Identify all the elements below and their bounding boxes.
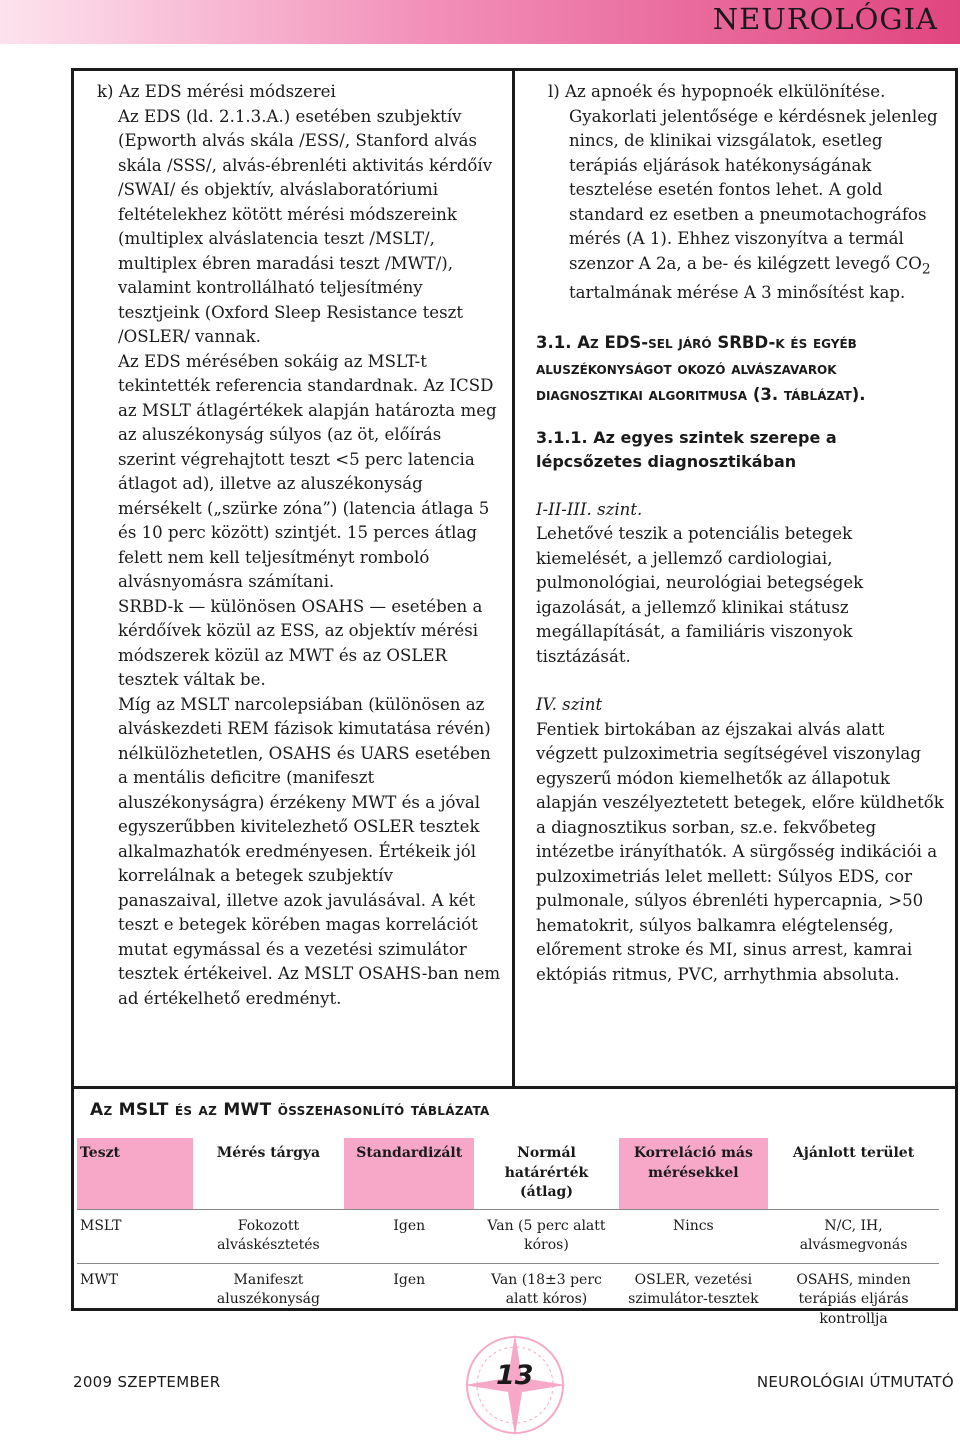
level-1-3-heading: I-II-III. szint. (536, 499, 643, 519)
table-row (77, 1263, 939, 1336)
page-number: 13 (496, 1360, 534, 1391)
cell-recommended: OSAHS, minden terápiás eljárás kontrollja (768, 1263, 939, 1336)
cell-correlation: Nincs (619, 1209, 769, 1263)
section-k-heading: k) Az EDS mérési módszerei (97, 82, 336, 101)
level-1-3-text: Lehetővé teszik a potenciális betegek kiemelését, a jellemző cardiologiai, pulmonológiai, neurológiai betegségek igazolását, a jellemző klinikai státusz megállapítását, a familiáris viszonyok tisztázását. (536, 524, 864, 666)
table-divider (71, 1086, 958, 1089)
cell-measured: Manifeszt aluszékonyság (193, 1263, 344, 1336)
paragraph-mslt-narcolepsy: Míg az MSLT narcolepsiában (különösen az alváskezdeti REM fázisok kimutatása révén) nélkülözhetetlen, OSAHS és UARS esetében a mentális deficitre (manifeszt aluszékonyságra) érzékeny MWT és a jóval egyszerűbben kivitelezhető OSLER tesztek alkalmazhatók eredményesen. Értékeik jól korrelálnak a betegek szubjektív panaszaival, illetve azok javulásával. A két teszt e betegek körében magas korrelációt mutat egymással és a vezetési szimulátor tesztek értékeivel. Az MSLT OSAHS-ban nem ad értékelhető eredményt. (118, 694, 501, 1008)
header-test: Teszt (77, 1138, 193, 1209)
co2-subscript: 2 (921, 260, 931, 277)
page-header-title: NEUROLÓGIA (712, 2, 938, 36)
cell-normal-limit: Van (5 perc alatt kóros) (474, 1209, 618, 1263)
cell-normal-limit: Van (18±3 perc alatt kóros) (474, 1263, 618, 1336)
level-4-text: Fentiek birtokában az éjszakai alvás alatt végzett pulzoximetria segítségével viszonylag egyszerű módon kiemelhetők az állapotuk alapján veszélyeztetett betegek, előre küldhetők a diagnosztikus sorban, sz.e. fekvőbeteg intézetbe irányíthatók. A sürgősség indikációi a pulzoximetriás lelet mellett: Súlyos EDS, cor pulmonale, súlyos ébrenléti hypercapnia, >50 hematokrit, súlyos balkamra elégtelenség, előrement stroke és MI, sinus arrest, kamrai ektópiás ritmus, PVC, arrhythmia absoluta. (536, 719, 944, 984)
header-recommended: Ajánlott terület (792, 1145, 915, 1161)
cell-standardized: Igen (344, 1209, 474, 1263)
footer-publication: NEUROLÓGIAI ÚTMUTATÓ (756, 1373, 954, 1391)
header-standardized: Standardizált (344, 1138, 474, 1209)
right-column (536, 80, 948, 987)
cell-recommended: N/C, IH, alvásmegvonás (768, 1209, 939, 1263)
table-title: Az MSLT és az MWT összehasonlító táblázata (90, 1100, 490, 1120)
paragraph-eds-methods: Az EDS (ld. 2.1.3.A.) esetében szubjektív (Epworth alvás skála /ESS/, Stanford alvás skála /SSS/, alvás-ébrenléti aktivitás kérdőív /SWAI/ és objektív, alváslaboratóriumi feltételekhez kötött mérési módszereink (multiplex alváslatencia teszt /MSLT/, multiplex ébren maradási teszt /MWT/), valamint kontrollálható teljesítmény tesztjeink (Oxford Sleep Resistance teszt /OSLER/ vannak. (118, 106, 493, 346)
level-4-heading: IV. szint (536, 695, 603, 715)
section-l-text: l) Az apnoék és hypopnoék elkülönítése. Gyakorlati jelentősége e kérdésnek jelenleg nincs, de klinikai vizsgálatok, esetleg terápiás eljárások hatékonyságának tesztelése esetén fontos lehet. A gold standard ez esetben a pneumotachográfos mérés (A 1). Ehhez viszonyítva a termál szenzor A 2a, a be- és kilégzett levegő CO (548, 82, 938, 273)
header-measured: Mérés tárgya (216, 1145, 321, 1161)
header-normal-limit: Normál határérték (átlag) (504, 1145, 589, 1200)
section-l-paragraph (536, 80, 948, 306)
header-correlation: Korreláció más mérésekkel (619, 1138, 769, 1209)
section-l-end: tartalmának mérése A 3 minősítést kap. (569, 283, 906, 303)
cell-test: MWT (77, 1263, 193, 1336)
table-header-row (77, 1138, 939, 1209)
paragraph-mslt-reference: Az EDS mérésében sokáig az MSLT-t tekintették referencia standardnak. Az ICSD az MSLT átlagértékek alapján határozta meg az aluszékonyság súlyos (az öt, előírás szerint végrehajtott teszt <5 perc latencia átlagot ad), illetve az aluszékonyság mérsékelt („szürke zóna”) (latencia átlaga 5 és 10 perc között) szintjét. 15 perces átlag felett nem kell teljesítményt romboló alvásnyomásra számítani. (118, 351, 497, 591)
column-divider (512, 68, 515, 1088)
cell-measured: Fokozott alváskésztetés (193, 1209, 344, 1263)
section-3-1-title: 3.1. Az EDS-sel járó SRBD-k és egyéb aluszékonyságot okozó alvászavarok diagnosztikai algoritmusa (3. táblázat). (536, 332, 866, 404)
comparison-table (77, 1138, 939, 1336)
table-row (77, 1209, 939, 1263)
cell-standardized: Igen (344, 1263, 474, 1336)
left-column (97, 80, 501, 1011)
paragraph-srbd: SRBD-k — különösen OSAHS — esetében a kérdőívek közül az ESS, az objektív mérési módszerek közül az MWT és az OSLER tesztek váltak be. (118, 596, 483, 689)
footer-date: 2009 SZEPTEMBER (73, 1373, 221, 1391)
section-3-1-1-title: 3.1.1. Az egyes szintek szerepe a lépcsőzetes diagnosztikában (536, 427, 837, 471)
cell-test: MSLT (77, 1209, 193, 1263)
cell-correlation: OSLER, vezetési szimulátor-tesztek (619, 1263, 769, 1336)
